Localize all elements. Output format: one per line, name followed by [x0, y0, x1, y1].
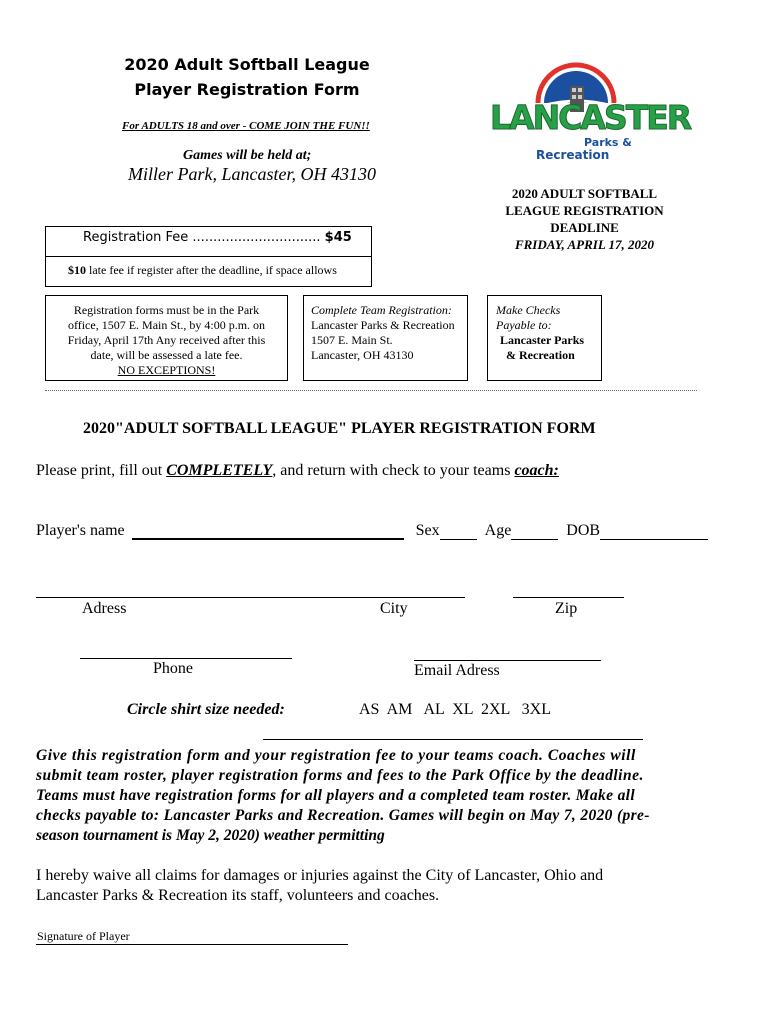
make-checks-box	[487, 295, 602, 381]
fee-amount: $45	[324, 230, 352, 245]
dob-field[interactable]	[600, 521, 708, 540]
team-line-3: 1507 E. Main St.	[311, 333, 393, 347]
waiver	[36, 866, 603, 906]
zip-field[interactable]	[513, 597, 624, 598]
age-label: Age	[484, 522, 512, 539]
shirt-size-options[interactable]: AS AM AL XL 2XL 3XL	[359, 701, 551, 718]
lancaster-logo	[488, 58, 691, 168]
deadline-line-3: DEADLINE	[550, 220, 619, 235]
form-title	[122, 52, 372, 102]
team-line-2: Lancaster Parks & Recreation	[311, 318, 455, 332]
shirt-size-label: Circle shirt size needed:	[127, 701, 285, 718]
shirt-size-underline	[263, 739, 643, 740]
instructions-line-5: season tournament is May 2, 2020) weather permitting	[36, 827, 385, 844]
deadline-line-2: LEAGUE REGISTRATION	[505, 203, 664, 218]
city-label: City	[380, 600, 408, 617]
checks-line-2: Payable to:	[496, 318, 552, 332]
team-line-1: Complete Team Registration:	[311, 303, 452, 317]
logo-word: LANCASTER	[490, 98, 691, 137]
instructions-line-4: checks payable to: Lancaster Parks and Recreation. Games will begin on May 7, 2020 (pre-	[36, 807, 650, 824]
signature-label: Signature of Player	[37, 929, 130, 943]
fee-label: Registration Fee ...............................	[83, 230, 321, 245]
park-office-box	[45, 295, 288, 381]
cut-line	[45, 390, 697, 391]
tagline: For ADULTS 18 and over - COME JOIN THE FUN!!	[122, 120, 370, 132]
address-label: Adress	[82, 600, 127, 617]
waiver-line-2: Lancaster Parks & Recreation its staff, volunteers and coaches.	[36, 887, 440, 904]
team-registration-box	[303, 295, 468, 381]
instr-a: Please print, fill out	[36, 462, 167, 479]
dob-label: DOB	[566, 522, 601, 539]
form-instruction	[36, 462, 559, 480]
instructions-line-3: Teams must have registration forms for all players and a completed team roster. Make all	[36, 787, 635, 804]
fee-divider	[45, 256, 372, 257]
title-line-1: 2020 Adult Softball League	[124, 55, 370, 74]
player-name-field[interactable]	[132, 520, 404, 540]
fee-row	[83, 230, 352, 245]
deadline-line-1: 2020 ADULT SOFTBALL	[511, 186, 658, 201]
checks-line-3: Lancaster Parks	[500, 333, 585, 347]
sex-label: Sex	[415, 522, 440, 539]
title-line-2: Player Registration Form	[134, 80, 360, 99]
instructions-line-1: Give this registration form and your registration fee to your teams coach. Coaches will	[36, 747, 636, 764]
late-fee-text: late fee if register after the deadline, if space allows	[86, 263, 337, 277]
form-heading: 2020"ADULT SOFTBALL LEAGUE" PLAYER REGISTRATION FORM	[83, 420, 596, 437]
park-line-4: date, will be assessed a late fee.	[90, 348, 243, 362]
instr-completely: COMPLETELY	[166, 462, 273, 479]
checks-line-4: & Recreation	[506, 348, 575, 362]
instr-coach: coach:	[514, 462, 559, 479]
email-field[interactable]	[414, 660, 601, 661]
park-line-5: NO EXCEPTIONS!	[117, 363, 216, 377]
phone-field[interactable]	[80, 658, 292, 659]
age-field[interactable]	[511, 521, 558, 540]
name-row	[36, 520, 708, 540]
deadline-block	[482, 185, 687, 253]
zip-label: Zip	[555, 600, 578, 617]
email-label: Email Adress	[414, 662, 500, 679]
late-fee-amount: $10	[68, 263, 86, 277]
game-location: Miller Park, Lancaster, OH 43130	[128, 164, 376, 184]
logo-sub-2: Recreation	[536, 148, 610, 162]
logo-sub-1: Parks &	[584, 136, 632, 149]
park-line-3: Friday, April 17th Any received after this	[67, 333, 266, 347]
signature-field[interactable]	[36, 944, 348, 945]
instr-c: , and return with check to your teams	[272, 462, 515, 479]
sex-field[interactable]	[440, 521, 477, 540]
team-line-4: Lancaster, OH 43130	[311, 348, 414, 362]
waiver-line-1: I hereby waive all claims for damages or injuries against the City of Lancaster, Ohio and	[36, 867, 604, 884]
park-line-2: office, 1507 E. Main St., by 4:00 p.m. on	[67, 318, 266, 332]
late-fee-row	[68, 263, 337, 278]
games-held-label: Games will be held at;	[183, 148, 312, 163]
phone-label: Phone	[153, 660, 193, 677]
address-field[interactable]	[36, 597, 465, 598]
instructions-line-2: submit team roster, player registration forms and fees to the Park Office by the deadline.	[36, 767, 644, 784]
park-line-1: Registration forms must be in the Park	[73, 303, 260, 317]
instructions-paragraph	[36, 746, 720, 846]
checks-line-1: Make Checks	[496, 303, 561, 317]
player-name-label: Player's name	[36, 522, 125, 539]
deadline-date: FRIDAY, APRIL 17, 2020	[514, 237, 655, 252]
